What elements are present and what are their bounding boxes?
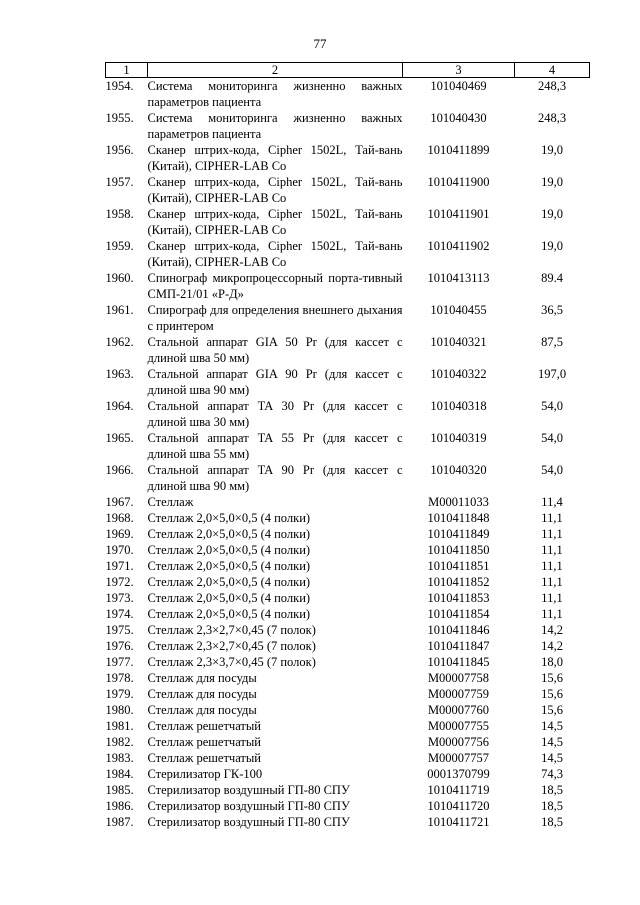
table-row bbox=[106, 542, 590, 558]
item-value: 18,5 bbox=[541, 815, 563, 829]
row-number: 1965. bbox=[105, 431, 134, 445]
item-name: Стеллаж 2,0×5,0×0,5 (4 полки) bbox=[147, 607, 311, 621]
inventory-code: 1010411850 bbox=[427, 543, 490, 557]
item-value: 54,0 bbox=[541, 463, 563, 477]
item-name: Стеллаж для посуды bbox=[147, 703, 257, 717]
table-row bbox=[106, 734, 590, 750]
item-name: Стерилизатор ГК-100 bbox=[147, 767, 263, 781]
table-row bbox=[106, 462, 590, 494]
item-value: 19,0 bbox=[541, 239, 563, 253]
table-row bbox=[106, 110, 590, 142]
item-value: 11,1 bbox=[541, 543, 563, 557]
inventory-code: 101040320 bbox=[430, 463, 487, 477]
inventory-code: M00007755 bbox=[427, 719, 490, 733]
row-number: 1979. bbox=[105, 687, 134, 701]
item-name: Сканер штрих-кода, Cipher 1502L, Тай-вань (Китай), CIPHER-LAB Co bbox=[147, 175, 403, 205]
row-number: 1961. bbox=[105, 303, 134, 317]
row-number: 1972. bbox=[105, 575, 134, 589]
item-value: 15,6 bbox=[541, 687, 563, 701]
column-header-1: 1 bbox=[106, 63, 148, 78]
inventory-code: 101040322 bbox=[430, 367, 487, 381]
table-row bbox=[106, 430, 590, 462]
row-number: 1987. bbox=[105, 815, 134, 829]
item-name: Стеллаж 2,3×2,7×0,45 (7 полок) bbox=[147, 623, 316, 637]
table-row bbox=[106, 142, 590, 174]
row-number: 1962. bbox=[105, 335, 134, 349]
table-row bbox=[106, 638, 590, 654]
inventory-code: M00007760 bbox=[427, 703, 490, 717]
table-row bbox=[106, 622, 590, 638]
inventory-code: 101040469 bbox=[430, 79, 487, 93]
table-row bbox=[106, 174, 590, 206]
item-name: Стеллаж для посуды bbox=[147, 687, 257, 701]
row-number: 1967. bbox=[105, 495, 134, 509]
inventory-code: 1010411849 bbox=[427, 527, 490, 541]
inventory-code: 101040321 bbox=[430, 335, 487, 349]
inventory-code: 101040455 bbox=[430, 303, 487, 317]
item-name: Стеллаж 2,0×5,0×0,5 (4 полки) bbox=[147, 591, 311, 605]
inventory-code: M00007758 bbox=[427, 671, 490, 685]
inventory-code: 1010411900 bbox=[427, 175, 490, 189]
row-number: 1971. bbox=[105, 559, 134, 573]
item-name: Система мониторинга жизненно важных параметров пациента bbox=[147, 111, 403, 141]
inventory-code: M00007756 bbox=[427, 735, 490, 749]
item-name: Стеллаж для посуды bbox=[147, 671, 257, 685]
item-name: Стерилизатор воздушный ГП-80 СПУ bbox=[147, 799, 350, 813]
item-value: 11,1 bbox=[541, 591, 563, 605]
item-value: 11,1 bbox=[541, 527, 563, 541]
item-name: Спинограф микропроцессорный порта-тивный СМП-21/01 «Р-Д» bbox=[147, 271, 403, 301]
item-name: Стальной аппарат TA 55 Pr (для кассет с длиной шва 55 мм) bbox=[147, 431, 403, 461]
row-number: 1985. bbox=[105, 783, 134, 797]
item-value: 14,5 bbox=[541, 735, 563, 749]
table-row bbox=[106, 750, 590, 766]
inventory-code: 1010411902 bbox=[427, 239, 490, 253]
item-name: Стеллаж 2,0×5,0×0,5 (4 полки) bbox=[147, 511, 311, 525]
item-value: 74,3 bbox=[541, 767, 563, 781]
inventory-code: 1010411899 bbox=[427, 143, 490, 157]
item-name: Стеллаж 2,3×3,7×0,45 (7 полок) bbox=[147, 655, 316, 669]
item-name: Стеллаж 2,3×2,7×0,45 (7 полок) bbox=[147, 639, 316, 653]
row-number: 1977. bbox=[105, 655, 134, 669]
inventory-code: M00007759 bbox=[427, 687, 490, 701]
table-row bbox=[106, 238, 590, 270]
table-row bbox=[106, 206, 590, 238]
item-name: Система мониторинга жизненно важных параметров пациента bbox=[147, 79, 403, 109]
table-row bbox=[106, 78, 590, 111]
row-number: 1984. bbox=[105, 767, 134, 781]
inventory-code: M00007757 bbox=[427, 751, 490, 765]
item-name: Стерилизатор воздушный ГП-80 СПУ bbox=[147, 815, 350, 829]
item-value: 248,3 bbox=[537, 79, 567, 93]
item-value: 14,5 bbox=[541, 751, 563, 765]
item-value: 248,3 bbox=[537, 111, 567, 125]
row-number: 1957. bbox=[105, 175, 134, 189]
row-number: 1966. bbox=[105, 463, 134, 477]
item-value: 89.4 bbox=[541, 271, 563, 285]
inventory-code: 1010411848 bbox=[427, 511, 490, 525]
inventory-code: 1010411845 bbox=[427, 655, 490, 669]
item-value: 18,5 bbox=[541, 799, 563, 813]
item-name: Стеллаж решетчатый bbox=[147, 719, 261, 733]
item-name: Стальной аппарат GIA 90 Pr (для кассет с длиной шва 90 мм) bbox=[147, 367, 403, 397]
row-number: 1982. bbox=[105, 735, 134, 749]
table-row bbox=[106, 558, 590, 574]
column-header-3: 3 bbox=[403, 63, 515, 78]
item-value: 19,0 bbox=[541, 207, 563, 221]
column-header-4: 4 bbox=[515, 63, 590, 78]
row-number: 1980. bbox=[105, 703, 134, 717]
inventory-code: 1010411846 bbox=[427, 623, 490, 637]
row-number: 1969. bbox=[105, 527, 134, 541]
table-row bbox=[106, 590, 590, 606]
item-name: Стеллаж 2,0×5,0×0,5 (4 полки) bbox=[147, 527, 311, 541]
inventory-code: 1010411852 bbox=[427, 575, 490, 589]
table-body bbox=[106, 78, 590, 831]
table-row bbox=[106, 398, 590, 430]
table-row bbox=[106, 670, 590, 686]
table-row bbox=[106, 702, 590, 718]
row-number: 1956. bbox=[105, 143, 134, 157]
item-value: 14,2 bbox=[541, 639, 563, 653]
table-row bbox=[106, 654, 590, 670]
item-name: Спирограф для определения внешнего дыхания с принтером bbox=[147, 303, 403, 333]
page-number: 77 bbox=[313, 36, 327, 51]
item-name: Стеллаж 2,0×5,0×0,5 (4 полки) bbox=[147, 559, 311, 573]
table-row bbox=[106, 526, 590, 542]
inventory-code: 1010411721 bbox=[427, 815, 490, 829]
table-header bbox=[106, 63, 590, 78]
inventory-code: 1010411901 bbox=[427, 207, 490, 221]
inventory-code: 1010411720 bbox=[427, 799, 490, 813]
row-number: 1954. bbox=[105, 79, 134, 93]
inventory-code: 1010411719 bbox=[427, 783, 490, 797]
table-row bbox=[106, 510, 590, 526]
row-number: 1968. bbox=[105, 511, 134, 525]
inventory-code: M00011033 bbox=[428, 495, 489, 509]
item-value: 14,2 bbox=[541, 623, 563, 637]
inventory-code: 101040430 bbox=[430, 111, 487, 125]
item-name: Стеллаж решетчатый bbox=[147, 735, 261, 749]
item-value: 11,1 bbox=[541, 511, 563, 525]
row-number: 1976. bbox=[105, 639, 134, 653]
table-row bbox=[106, 302, 590, 334]
row-number: 1964. bbox=[105, 399, 134, 413]
item-name: Стальной аппарат GIA 50 Pr (для кассет с длиной шва 50 мм) bbox=[147, 335, 403, 365]
item-name: Стерилизатор воздушный ГП-80 СПУ bbox=[147, 783, 350, 797]
table-row bbox=[106, 686, 590, 702]
row-number: 1960. bbox=[105, 271, 134, 285]
row-number: 1963. bbox=[105, 367, 134, 381]
item-value: 18,0 bbox=[541, 655, 563, 669]
table-row bbox=[106, 814, 590, 830]
item-value: 36,5 bbox=[541, 303, 563, 317]
item-name: Стеллаж bbox=[147, 495, 194, 509]
item-name: Сканер штрих-кода, Cipher 1502L, Тай-вань (Китай), CIPHER-LAB Co bbox=[147, 239, 403, 269]
inventory-code: 101040319 bbox=[430, 431, 487, 445]
item-name: Сканер штрих-кода, Cipher 1502L, Тай-вань (Китай), CIPHER-LAB Co bbox=[147, 207, 403, 237]
item-value: 197,0 bbox=[537, 367, 567, 381]
item-value: 11,1 bbox=[541, 575, 563, 589]
inventory-code: 1010411847 bbox=[427, 639, 490, 653]
table-row bbox=[106, 334, 590, 366]
inventory-code: 1010411851 bbox=[427, 559, 490, 573]
row-number: 1981. bbox=[105, 719, 134, 733]
item-value: 14,5 bbox=[541, 719, 563, 733]
item-value: 19,0 bbox=[541, 175, 563, 189]
table-row bbox=[106, 606, 590, 622]
item-value: 87,5 bbox=[541, 335, 563, 349]
table-row bbox=[106, 782, 590, 798]
item-name: Стеллаж решетчатый bbox=[147, 751, 261, 765]
table-row bbox=[106, 718, 590, 734]
inventory-code: 1010413113 bbox=[427, 271, 490, 285]
row-number: 1986. bbox=[105, 799, 134, 813]
inventory-code: 0001370799 bbox=[427, 767, 490, 781]
item-value: 54,0 bbox=[541, 431, 563, 445]
item-value: 54,0 bbox=[541, 399, 563, 413]
column-header-2: 2 bbox=[148, 63, 403, 78]
item-name: Стеллаж 2,0×5,0×0,5 (4 полки) bbox=[147, 575, 311, 589]
item-value: 18,5 bbox=[541, 783, 563, 797]
table-row bbox=[106, 798, 590, 814]
row-number: 1983. bbox=[105, 751, 134, 765]
row-number: 1955. bbox=[105, 111, 134, 125]
item-name: Стеллаж 2,0×5,0×0,5 (4 полки) bbox=[147, 543, 311, 557]
item-value: 15,6 bbox=[541, 703, 563, 717]
row-number: 1970. bbox=[105, 543, 134, 557]
item-value: 11,1 bbox=[541, 607, 563, 621]
table-row bbox=[106, 270, 590, 302]
item-value: 15,6 bbox=[541, 671, 563, 685]
item-value: 19,0 bbox=[541, 143, 563, 157]
row-number: 1975. bbox=[105, 623, 134, 637]
inventory-code: 101040318 bbox=[430, 399, 487, 413]
row-number: 1973. bbox=[105, 591, 134, 605]
item-name: Сканер штрих-кода, Cipher 1502L, Тай-вань (Китай), CIPHER-LAB Co bbox=[147, 143, 403, 173]
item-value: 11,1 bbox=[541, 559, 563, 573]
row-number: 1959. bbox=[105, 239, 134, 253]
inventory-code: 1010411853 bbox=[427, 591, 490, 605]
table-row bbox=[106, 766, 590, 782]
table-row bbox=[106, 494, 590, 510]
row-number: 1974. bbox=[105, 607, 134, 621]
item-value: 11,4 bbox=[541, 495, 563, 509]
inventory-code: 1010411854 bbox=[427, 607, 490, 621]
table-row bbox=[106, 574, 590, 590]
row-number: 1978. bbox=[105, 671, 134, 685]
item-name: Стальной аппарат TA 90 Pr (для кассет с длиной шва 90 мм) bbox=[147, 463, 403, 493]
equipment-table bbox=[105, 62, 590, 830]
table-row bbox=[106, 366, 590, 398]
row-number: 1958. bbox=[105, 207, 134, 221]
item-name: Стальной аппарат TA 30 Pr (для кассет с длиной шва 30 мм) bbox=[147, 399, 403, 429]
